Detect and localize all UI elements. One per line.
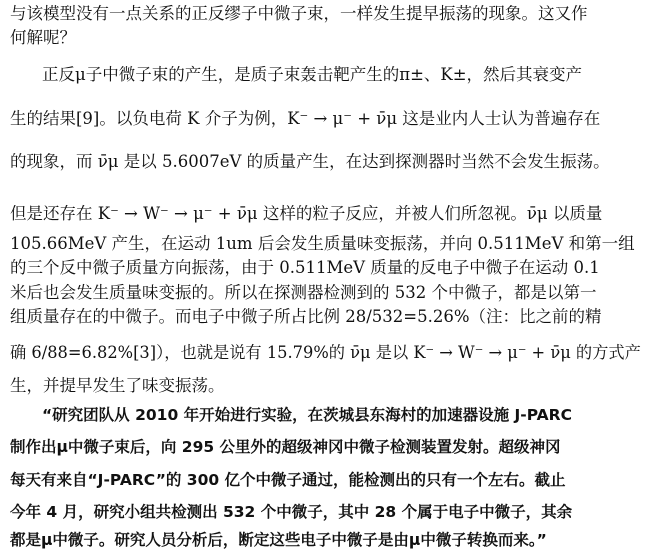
- text-line-9: 米后也会发生质量味变振的。所以在探测器检测到的 532 个中微子，都是以第一: [10, 283, 597, 302]
- text-line-4: 生的结果[9]。以负电荷 K 介子为例，K⁻ → μ⁻ + ν̄μ 这是业内人士认为普遍存在: [10, 109, 601, 128]
- text-line-13: “研究团队从 2010 年开始进行实验，在茨城县东海村的加速器设施 J-PARC: [42, 406, 572, 424]
- text-line-3: 正反μ子中微子束的产生，是质子束轰击靶产生的π±、K±，然后其衰变产: [42, 65, 583, 84]
- text-line-14: 制作出μ中微子束后，向 295 公里外的超级神冈中微子检测装置发射。超级神冈: [10, 438, 561, 456]
- text-line-17: 都是μ中微子。研究人员分析后，断定这些电子中微子是由μ中微子转换而来。”: [10, 531, 547, 549]
- text-line-15: 每天有来自“J-PARC”的 300 亿个中微子通过，能检测出的只有一个左右。截止: [10, 471, 566, 489]
- text-line-12: 生，并提早发生了味变振荡。: [10, 376, 225, 395]
- text-line-11: 确 6/88=6.82%[3]），也就是说有 15.79%的 ν̄μ 是以 K⁻ → W⁻ → μ⁻ + ν̄μ 的方式产: [10, 343, 641, 362]
- text-line-8: 的三个反中微子质量方向振荡，由于 0.511MeV 质量的反电子中微子在运动 0.1: [10, 258, 600, 277]
- text-line-7: 105.66MeV 产生，在运动 1um 后会发生质量味变振荡，并向 0.511MeV 和第一组: [10, 234, 635, 253]
- text-line-16: 今年 4 月，研究小组共检测出 532 个中微子，其中 28 个属于电子中微子，其余: [10, 503, 573, 521]
- text-line-5: 的现象，而 ν̄μ 是以 5.6007eV 的质量产生，在达到探测器时当然不会发生振荡。: [10, 152, 610, 171]
- text-line-6: 但是还存在 K⁻ → W⁻ → μ⁻ + ν̄μ 这样的粒子反应，并被人们所忽视。ν̄μ 以质量: [10, 204, 603, 223]
- text-line-2: 何解呢？: [10, 28, 76, 47]
- text-line-1: 与该模型没有一点关系的正反缪子中微子束，一样发生提早振荡的现象。这又作: [10, 4, 588, 23]
- text-line-10: 组质量存在的中微子。而电子中微子所占比例 28/532=5.26%（注：比之前的精: [10, 307, 602, 326]
